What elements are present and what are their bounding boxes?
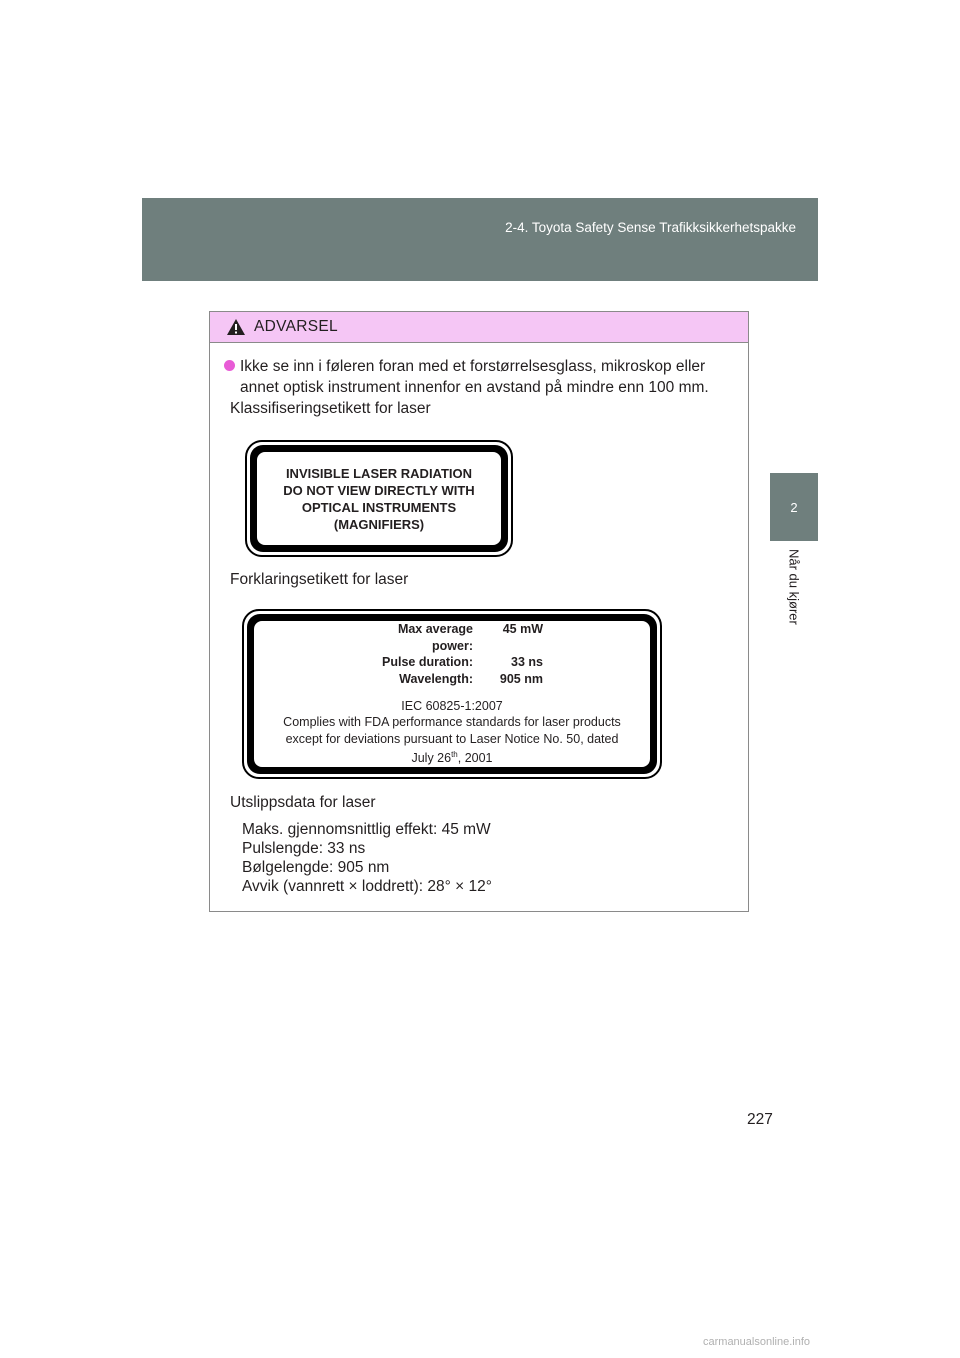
- spec-value: 45 mW: [502, 622, 543, 636]
- spec-value: 33 ns: [511, 655, 543, 669]
- classification-label: [245, 440, 513, 557]
- spec-key: Wavelength:: [399, 671, 473, 686]
- date-prefix: July 26: [411, 751, 452, 766]
- page-number: 227: [747, 1111, 773, 1128]
- spec-value: 905 nm: [499, 671, 543, 686]
- classification-line: OPTICAL INSTRUMENTS: [301, 499, 457, 515]
- explanation-label: [242, 609, 662, 779]
- classification-line: (MAGNIFIERS): [333, 516, 425, 532]
- spec-key: Max average power:: [397, 622, 473, 653]
- warning-bullet: [224, 356, 744, 398]
- explanation-label-text: [254, 621, 650, 767]
- classification-line: INVISIBLE LASER RADIATION: [285, 465, 473, 481]
- date-suffix-ordinal: th: [451, 750, 458, 760]
- spec-row: [361, 621, 543, 654]
- chapter-tab-label: Når du kjører: [786, 549, 802, 625]
- spec-row: [361, 654, 543, 671]
- classification-label-text: [257, 452, 501, 545]
- emission-heading: Utslippsdata for laser: [230, 794, 376, 811]
- emission-line: Avvik (vannrett × loddrett): 28° × 12°: [242, 878, 492, 895]
- date-year: , 2001: [457, 751, 493, 766]
- bullet-icon: [224, 360, 235, 371]
- classification-line: DO NOT VIEW DIRECTLY WITH: [283, 482, 475, 498]
- compliance-text: Complies with FDA performance standards for laser products: [283, 715, 621, 730]
- emission-line: Bølgelengde: 905 nm: [242, 859, 390, 876]
- chapter-header: [142, 198, 818, 281]
- explanation-heading: Forklaringsetikett for laser: [230, 571, 409, 588]
- spec-key: Pulse duration:: [382, 655, 473, 669]
- emission-line: Pulslengde: 33 ns: [242, 840, 366, 857]
- spec-row: [361, 671, 543, 688]
- warning-box: [209, 311, 749, 912]
- watermark[interactable]: carmanualsonline.info: [703, 1336, 811, 1348]
- warning-triangle-icon: [226, 318, 246, 336]
- warning-header: [210, 312, 748, 343]
- warning-title: ADVARSEL: [254, 318, 338, 335]
- chapter-title: 2-4. Toyota Safety Sense Trafikksikkerhetspakke: [505, 220, 796, 235]
- classification-heading: Klassifiseringsetikett for laser: [230, 400, 431, 417]
- compliance-date: [411, 747, 492, 767]
- standard-text: IEC 60825-1:2007: [401, 698, 503, 713]
- chapter-tab: [770, 541, 818, 681]
- chapter-tab-number[interactable]: 2: [770, 473, 818, 541]
- emission-line: Maks. gjennomsnittlig effekt: 45 mW: [242, 821, 491, 838]
- warning-bullet-text: Ikke se inn i føleren foran med et forstørrelsesglass, mikroskop eller annet optisk instrument innenfor en avstand på mindre enn 100 mm.: [240, 358, 709, 396]
- compliance-text: except for deviations pursuant to Laser Notice No. 50, dated: [285, 731, 619, 746]
